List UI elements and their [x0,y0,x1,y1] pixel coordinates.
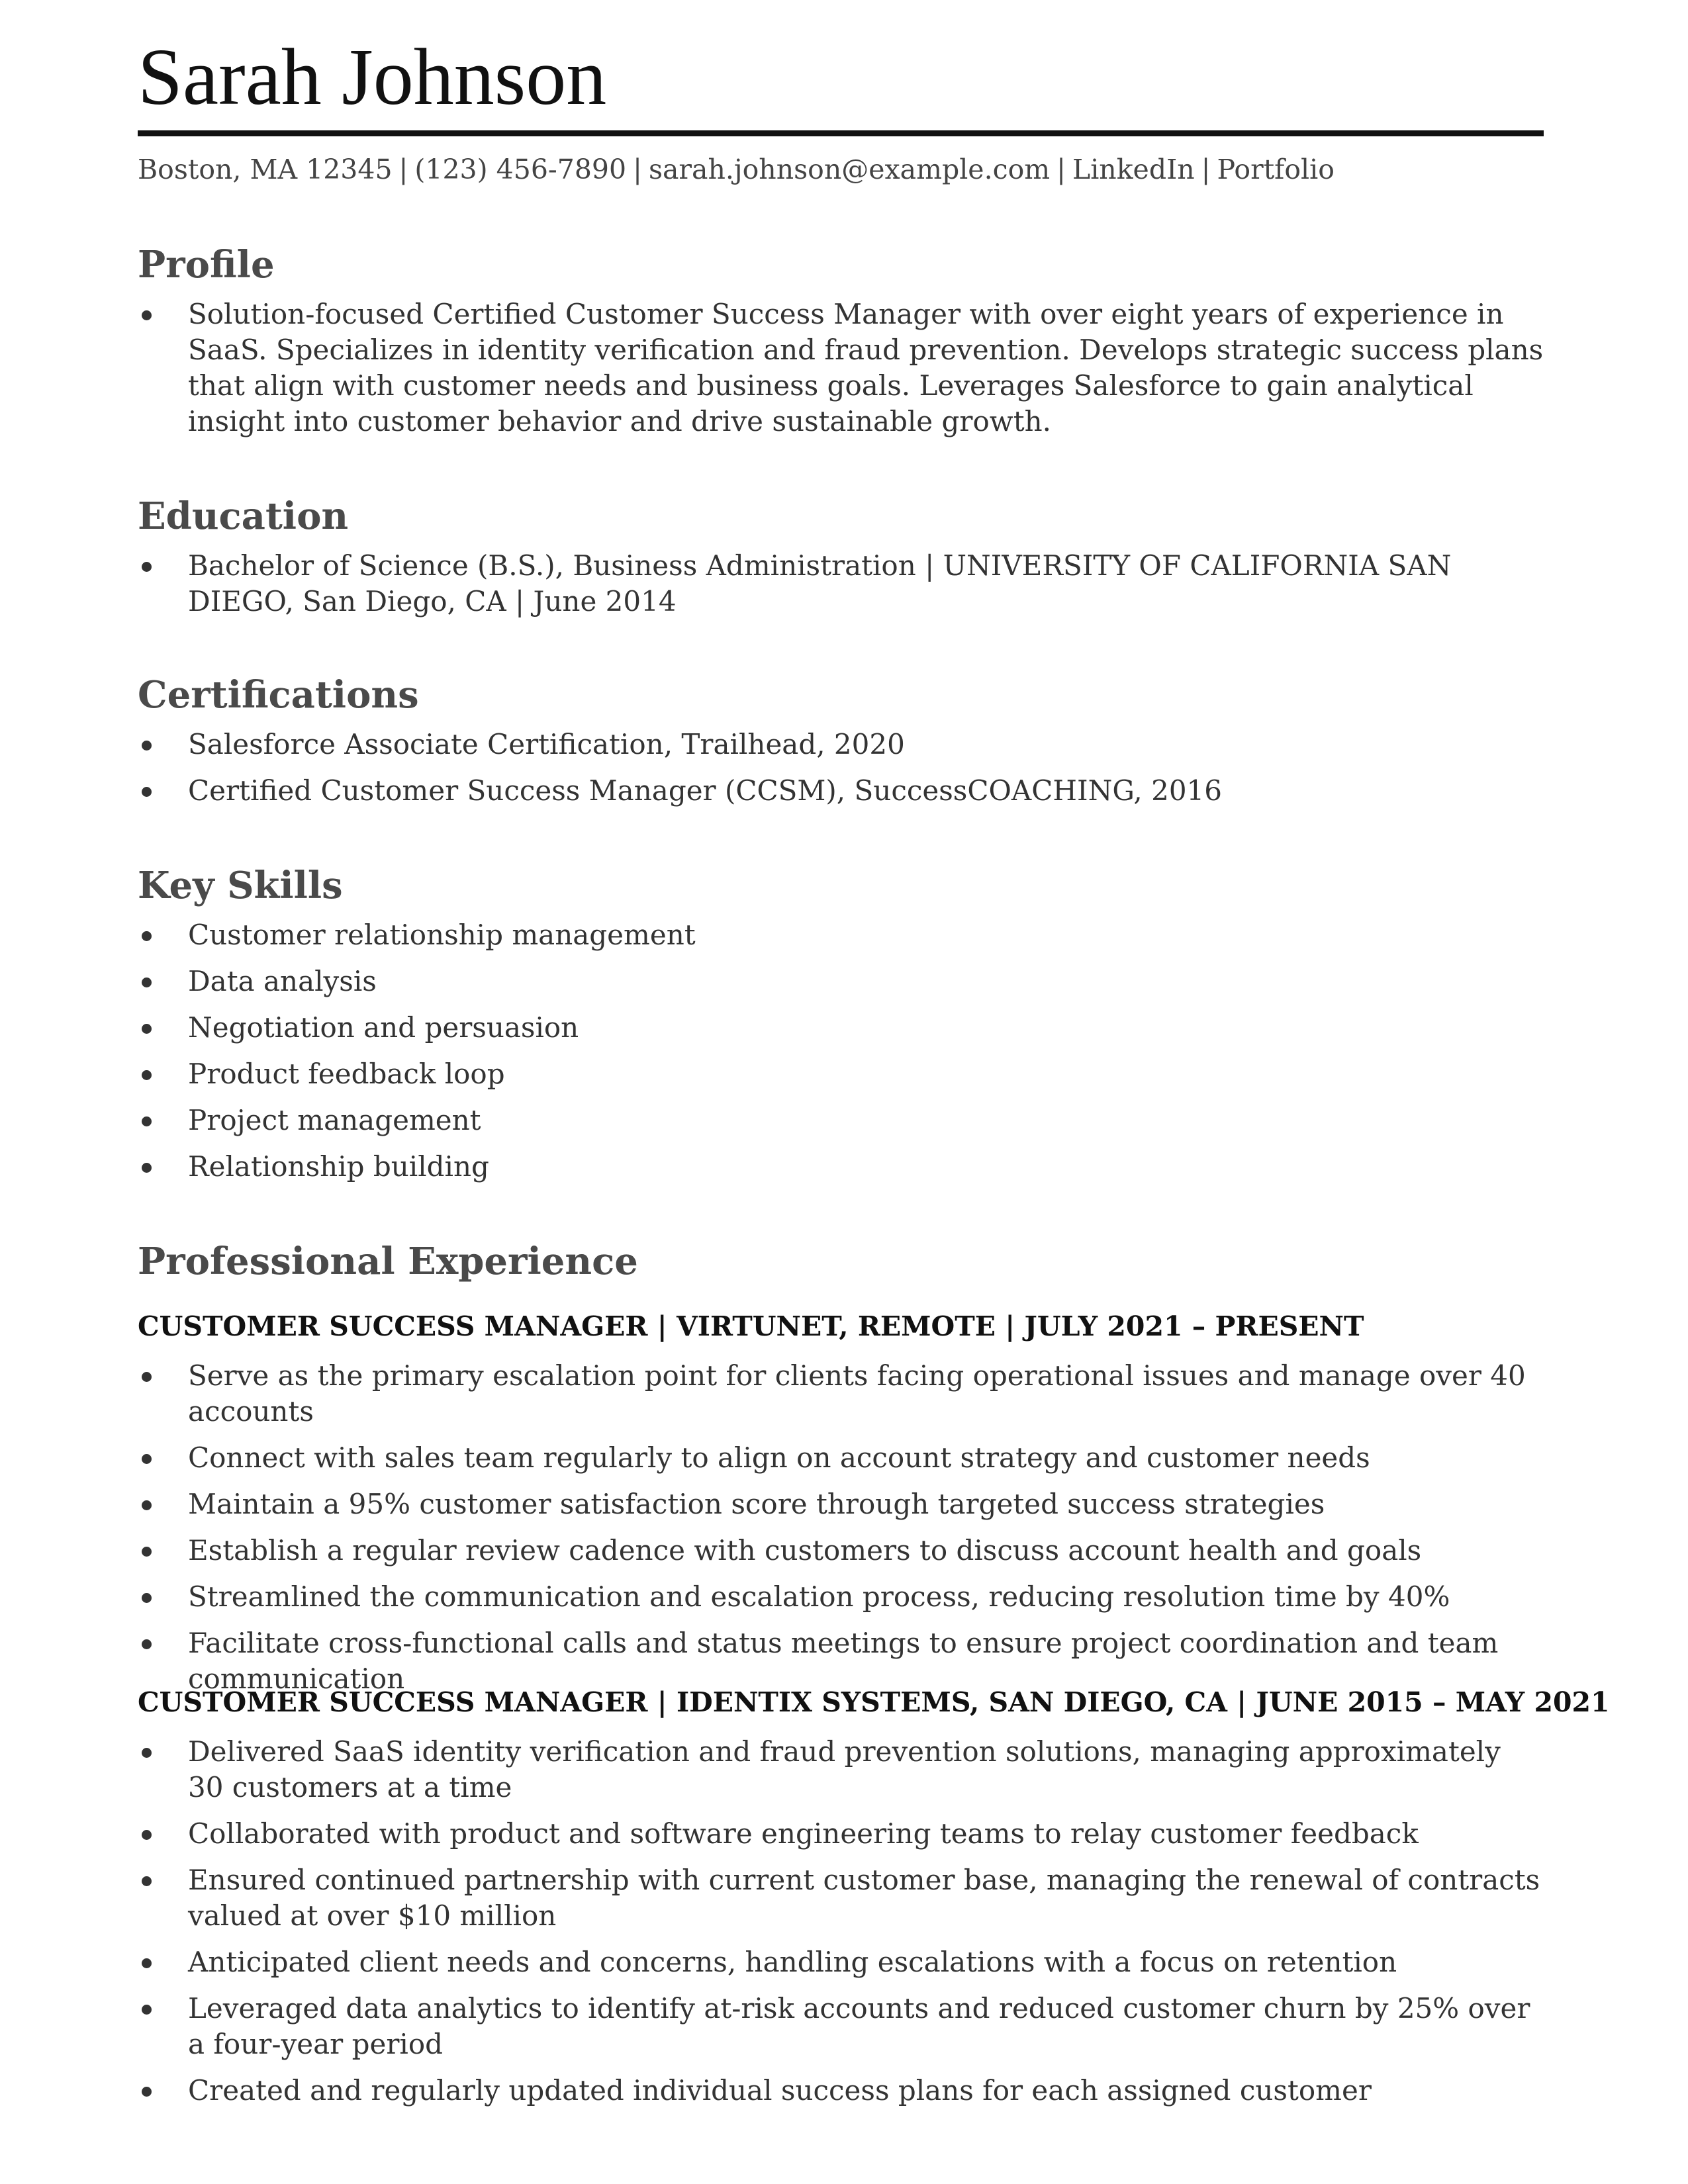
list-item: Relationship building [138,1149,1544,1185]
list-item: Data analysis [138,964,1544,999]
skills-list [138,917,1544,1195]
section-title-experience: Professional Experience [138,1240,638,1283]
list-item: Bachelor of Science (B.S.), Business Administration | UNIVERSITY OF CALIFORNIA SAN DIEGO, San Diego, CA | June 2014 [138,548,1544,619]
section-title-education: Education [138,494,349,538]
list-item: Customer relationship management [138,917,1544,953]
list-item: Facilitate cross-functional calls and status meetings to ensure project coordination and team communication [138,1625,1544,1697]
contact-phone: (123) 456-7890 [414,154,627,185]
contact-separator: | [399,154,408,185]
section-title-certifications: Certifications [138,673,419,717]
list-item: Maintain a 95% customer satisfaction score through targeted success strategies [138,1486,1544,1522]
header-divider [138,130,1544,136]
list-item: Serve as the primary escalation point for clients facing operational issues and manage over 40 accounts [138,1358,1544,1430]
contact-separator: | [633,154,642,185]
list-item: Connect with sales team regularly to align on account strategy and customer needs [138,1440,1544,1476]
candidate-name: Sarah Johnson [138,32,607,122]
list-item: Salesforce Associate Certification, Trailhead, 2020 [138,727,1544,762]
list-item: Product feedback loop [138,1056,1544,1092]
list-item: Negotiation and persuasion [138,1010,1544,1046]
contact-separator: | [1056,154,1066,185]
section-title-profile: Profile [138,243,275,287]
contact-location: Boston, MA 12345 [138,154,393,185]
contact-portfolio-link[interactable]: Portfolio [1217,154,1335,185]
job-virtunet-list [138,1358,1544,1707]
section-title-skills: Key Skills [138,864,343,907]
list-item: Ensured continued partnership with current customer base, managing the renewal of contracts valued at over $10 million [138,1862,1544,1934]
job-heading-identix: CUSTOMER SUCCESS MANAGER | IDENTIX SYSTEMS, SAN DIEGO, CA | JUNE 2015 – MAY 2021 [138,1686,1610,1718]
job-identix-list [138,1734,1544,2119]
list-item: Collaborated with product and software engineering teams to relay customer feedback [138,1816,1544,1852]
job-heading-virtunet: CUSTOMER SUCCESS MANAGER | VIRTUNET, REMOTE | JULY 2021 – PRESENT [138,1310,1364,1342]
list-item: Project management [138,1103,1544,1138]
list-item: Created and regularly updated individual success plans for each assigned customer [138,2073,1544,2109]
contact-line [138,154,1335,186]
list-item: Leveraged data analytics to identify at-risk accounts and reduced customer churn by 25% over a four-year period [138,1991,1544,2062]
list-item: Streamlined the communication and escalation process, reducing resolution time by 40% [138,1579,1544,1615]
profile-list [138,296,1544,450]
list-item: Establish a regular review cadence with customers to discuss account health and goals [138,1533,1544,1569]
certifications-list [138,727,1544,819]
list-item: Anticipated client needs and concerns, handling escalations with a focus on retention [138,1944,1544,1980]
list-item: Delivered SaaS identity verification and fraud prevention solutions, managing approximately 30 customers at a time [138,1734,1544,1805]
contact-separator: | [1201,154,1211,185]
list-item: Solution-focused Certified Customer Success Manager with over eight years of experience in SaaS. Specializes in identity verification and fraud prevention. Develops strategic success plans that align with customer needs and business goals. Leverages Salesforce to gain analytical insight into customer behavior and drive sustainable growth. [138,296,1544,439]
contact-linkedin-link[interactable]: LinkedIn [1072,154,1195,185]
education-list [138,548,1544,630]
list-item: Certified Customer Success Manager (CCSM), SuccessCOACHING, 2016 [138,773,1544,809]
contact-email-link[interactable]: sarah.johnson@example.com [648,154,1051,185]
